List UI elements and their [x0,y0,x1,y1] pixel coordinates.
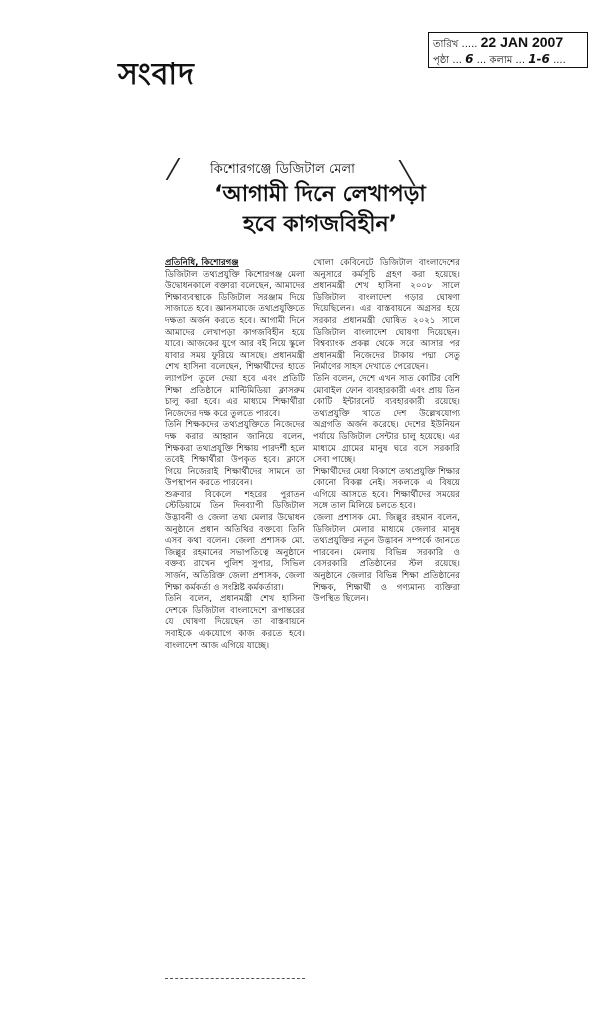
stamp-date: 22 JAN 2007 [480,34,564,50]
newspaper-masthead: সংবাদ [118,57,195,92]
paragraph: ডিজিটাল তথ্যপ্রযুক্তি কিশোরগঞ্জ মেলা উদ্বোধনকালে বক্তারা বলেছেন, আমাদের শিক্ষাব্যবস্থাকে ডিজিটাল সরঞ্জাম দিয়ে সাজাতে হবে। জ্ঞানসমাজে তথ্যপ্রযুক্তিতে দক্ষতা অর্জন করতে হবে। আগামী দিনে আমাদের লেখাপড়া কাগজবিহীন হয়ে যাবে। আজকের যুগে আর বই নিয়ে স্কুলে যাবার সময় ফুরিয়ে আসছে। প্রধানমন্ত্রী শেখ হাসিনা বলেছেন, শিক্ষার্থীদের হাতে ল্যাপটপ তুলে দেয়া হবে এবং প্রতিটি শিক্ষা প্রতিষ্ঠানে মাল্টিমিডিয়া ক্লাসরুম চালু করা হবে। এর মাধ্যমে শিক্ষার্থীরা নিজেদের দক্ষ করে তুলতে পারবে। [165,269,305,419]
headline-line-2: হবে কাগজবিহীন’ [242,212,398,237]
stamp-page-row: পৃষ্ঠা ... 6 ... কলাম ... 1-6 .... [433,52,566,66]
stamp-column: 1-6 [528,52,550,66]
stamp-date-label: তারিখ [433,39,459,50]
article-column-right [313,258,460,606]
end-rule [165,978,305,979]
headline-line-1: ‘আগামী দিনে লেখাপড়া [214,182,426,207]
stamp-column-label: কলাম [489,55,513,66]
paragraph: খোলা কেবিনেটে ডিজিটাল বাংলাদেশের অনুসারে কর্মসূচি গ্রহণ করা হয়েছে। প্রধানমন্ত্রী শেখ হাসিনা ২০০৮ সালে ডিজিটাল বাংলাদেশ গড়ার ঘোষণা দিয়েছিলেন। এর বাস্তবায়নে অগ্রসর হয়ে সরকার প্রধানমন্ত্রী ঘোষিত ২০২১ সালে ডিজিটাল বাংলাদেশ ঘোষণা দিয়েছেন। বিশ্বব্যাংক প্রকল্প থেকে সরে আসার পর প্রধানমন্ত্রী নিজেদের টাকায় পদ্মা সেতু নির্মাণের সাহস দেখাতে পেরেছেন। [313,258,460,373]
paragraph: শুক্রবার বিকেলে শহরের পুরাতন স্টেডিয়ামে তিন দিনব্যাপী ডিজিটাল উদ্ভাবনী ও জেলা তথ্য মেলার উদ্বোধন অনুষ্ঠানে প্রধান অতিথির বক্তব্যে তিনি এসব কথা বলেন। জেলা প্রশাসক মো. জিল্লুর রহমানের সভাপতিত্বে অনুষ্ঠানে বক্তব্য রাখেন পুলিশ সুপার, সিভিল সার্জন, অতিরিক্ত জেলা প্রশাসক, জেলা শিক্ষা কর্মকর্তা ও সংশ্লিষ্ট কর্মকর্তারা। [165,489,305,593]
clipping-stamp [428,32,588,68]
clip-mark-left [166,158,195,180]
paragraph: তিনি বলেন, দেশে এখন সাত কোটির বেশি মোবাইল ফোন ব্যবহারকারী এবং প্রায় তিন কোটি ইন্টারনেট ব্যবহারকারী রয়েছে। তথ্যপ্রযুক্তি খাতে দেশ উল্লেখযোগ্য অগ্রগতি অর্জন করেছে। দেশের ইউনিয়ন পর্যায়ে ডিজিটাল সেন্টার চালু হয়েছে। এর মাধ্যমে গ্রামের মানুষ ঘরে বসে সরকারি সেবা পাচ্ছে। [313,373,460,466]
article-column-left [165,258,305,652]
article-kicker: কিশোরগঞ্জে ডিজিটাল মেলা [210,162,355,177]
stamp-page-label: পৃষ্ঠা [433,55,450,66]
stamp-date-row: তারিখ ..... 22 JAN 2007 [433,34,564,50]
stamp-page: 6 [465,52,474,66]
paragraph: তিনি বলেন, প্রধানমন্ত্রী শেখ হাসিনা দেশকে ডিজিটাল বাংলাদেশে রূপান্তরের যে ঘোষণা দিয়েছেন তা বাস্তবায়নে সবাইকে একযোগে কাজ করতে হবে। বাংলাদেশ আজ এগিয়ে যাচ্ছে। [165,594,305,651]
article-headline [180,180,460,240]
paragraph: জেলা প্রশাসক মো. জিল্লুর রহমান বলেন, ডিজিটাল মেলার মাধ্যমে জেলার মানুষ তথ্যপ্রযুক্তির নতুন উদ্ভাবন সম্পর্কে জানতে পারবেন। মেলায় বিভিন্ন সরকারি ও বেসরকারি প্রতিষ্ঠানের স্টল রয়েছে। অনুষ্ঠানে জেলার বিভিন্ন শিক্ষা প্রতিষ্ঠানের শিক্ষক, শিক্ষার্থী ও গণ্যমান্য ব্যক্তিরা উপস্থিত ছিলেন। [313,513,460,605]
paragraph: তিনি শিক্ষকদের তথ্যপ্রযুক্তিতে নিজেদের দক্ষ করার আহ্বান জানিয়ে বলেন, শিক্ষকরা তথ্যপ্রযুক্তি শিক্ষায় পারদর্শী হলে তবেই শিক্ষার্থীরা উপকৃত হবে। ক্লাসে গিয়ে নিজেরাই শিক্ষার্থীদের সামনে তা উপস্থাপন করতে পারবেন। [165,420,305,489]
article-byline: প্রতিনিধি, কিশোরগঞ্জ [165,258,239,268]
paragraph: শিক্ষার্থীদের মেধা বিকাশে তথ্যপ্রযুক্তি শিক্ষার কোনো বিকল্প নেই। সকলকে এ বিষয়ে এগিয়ে আসতে হবে। শিক্ষার্থীদের সময়ের সঙ্গে তাল মিলিয়ে চলতে হবে। [313,466,460,512]
